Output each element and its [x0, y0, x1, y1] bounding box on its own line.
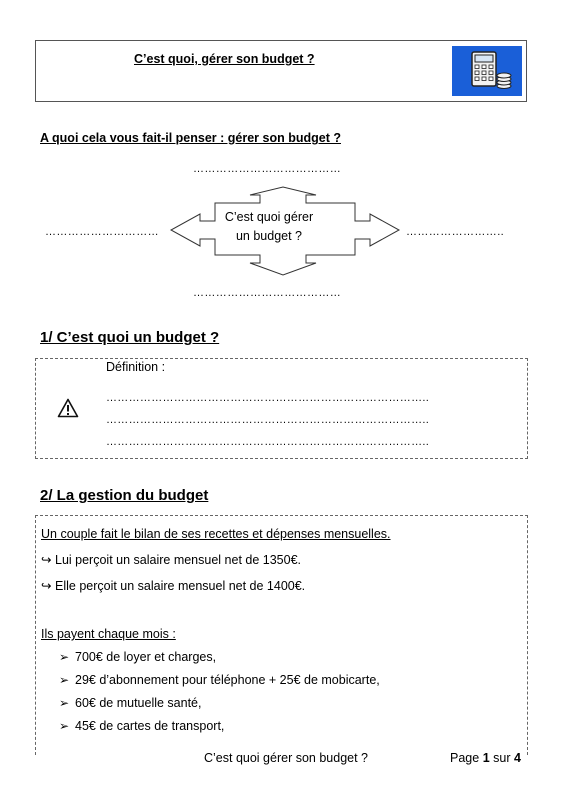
hook-arrow-icon: ↪	[41, 553, 52, 567]
calculator-coins-icon	[452, 46, 522, 96]
page-number: 1	[482, 751, 490, 765]
arrow-bullet-icon: ➢	[59, 673, 70, 687]
definition-line-2: …………………………………………………………………………..	[106, 414, 430, 426]
payment-item	[59, 673, 380, 687]
section1-heading: 1/ C’est quoi un budget ?	[40, 329, 220, 346]
payment-text: 29€ d’abonnement pour téléphone + 25€ de mobicarte,	[75, 673, 380, 687]
definition-line-1: …………………………………………………………………………..	[106, 392, 430, 404]
page-mid: sur	[493, 751, 511, 765]
mindmap-center-line2: un budget ?	[235, 229, 303, 243]
section2-heading: 2/ La gestion du budget	[40, 487, 209, 504]
payment-text: 700€ de loyer et charges,	[75, 650, 217, 664]
hook-arrow-icon: ↪	[41, 579, 52, 593]
page-prefix: Page	[450, 751, 480, 765]
warning-icon	[57, 398, 79, 418]
payment-text: 45€ de cartes de transport,	[75, 719, 225, 733]
answer-dots-right: ……………………..	[406, 226, 505, 238]
payments-heading: Ils payent chaque mois :	[41, 627, 176, 641]
page-total: 4	[513, 751, 521, 765]
arrow-bullet-icon: ➢	[59, 719, 70, 733]
payment-item	[59, 650, 216, 664]
payment-item	[59, 696, 201, 710]
answer-dots-left: …………………………	[45, 226, 159, 238]
arrow-bullet-icon: ➢	[59, 650, 70, 664]
payment-item	[59, 719, 224, 733]
page-indicator	[450, 751, 521, 765]
salary-line-1	[41, 552, 301, 567]
payment-text: 60€ de mutuelle santé,	[75, 696, 202, 710]
mindmap-center	[215, 208, 323, 246]
salary-line-2	[41, 578, 305, 593]
definition-line-3: …………………………………………………………………………..	[106, 436, 430, 448]
answer-dots-top: …………………………………	[193, 163, 342, 175]
definition-label: Définition :	[106, 360, 166, 374]
budget-intro: Un couple fait le bilan de ses recettes et dépenses mensuelles.	[41, 527, 391, 541]
page-title: C’est quoi, gérer son budget ?	[134, 52, 315, 66]
salary-text: Elle perçoit un salaire mensuel net de 1400€.	[55, 579, 306, 593]
brainstorm-question: A quoi cela vous fait-il penser : gérer son budget ?	[40, 131, 341, 145]
salary-text: Lui perçoit un salaire mensuel net de 1350€.	[55, 553, 301, 567]
footer-title: C’est quoi gérer son budget ?	[204, 751, 368, 765]
arrow-bullet-icon: ➢	[59, 696, 70, 710]
answer-dots-bottom: …………………………………	[193, 287, 342, 299]
mindmap-center-line1: C’est quoi gérer	[224, 210, 314, 224]
